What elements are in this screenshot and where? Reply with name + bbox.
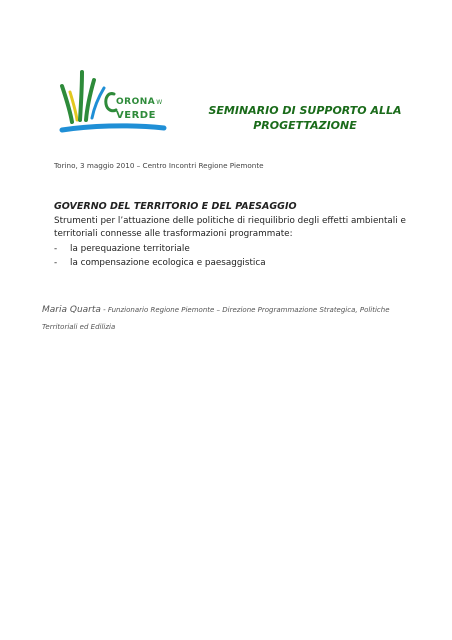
author-role: - Funzionario Regione Piemonte – Direzione Programmazione Strategica, Politiche Territoriali ed Edilizia [42, 306, 390, 331]
seminar-title-line-1: SEMINARIO DI SUPPORTO ALLA [208, 104, 402, 117]
list-dash: - [54, 244, 58, 254]
logo-line-1-text: ORONA [116, 97, 156, 107]
list-item [54, 256, 414, 270]
seminar-title-line-2: PROGETTAZIONE [253, 119, 357, 132]
logo-line-1 [116, 98, 163, 107]
logo-line-1-suffix: W [156, 99, 163, 106]
list-item [54, 242, 414, 256]
author-name: Maria Quarta [42, 305, 101, 315]
section-heading: GOVERNO DEL TERRITORIO E DEL PAESAGGIO [54, 201, 297, 212]
corona-verde-logo [58, 68, 168, 140]
body-paragraph: Strumenti per l’attuazione delle politiche di riequilibrio degli effetti ambientali e territoriali connesse alle trasformazioni programmate: [54, 216, 406, 239]
list-item-text: la compensazione ecologica e paesaggistica [70, 258, 266, 268]
main-content [54, 201, 414, 270]
topic-list [54, 242, 414, 270]
list-item-text: la perequazione territoriale [70, 244, 190, 254]
list-dash: - [54, 258, 58, 268]
author-credit [42, 300, 412, 334]
logo-line-2: VERDE [116, 110, 156, 121]
date-location: Torino, 3 maggio 2010 – Centro Incontri Regione Piemonte [54, 161, 264, 170]
seminar-title [200, 103, 410, 133]
